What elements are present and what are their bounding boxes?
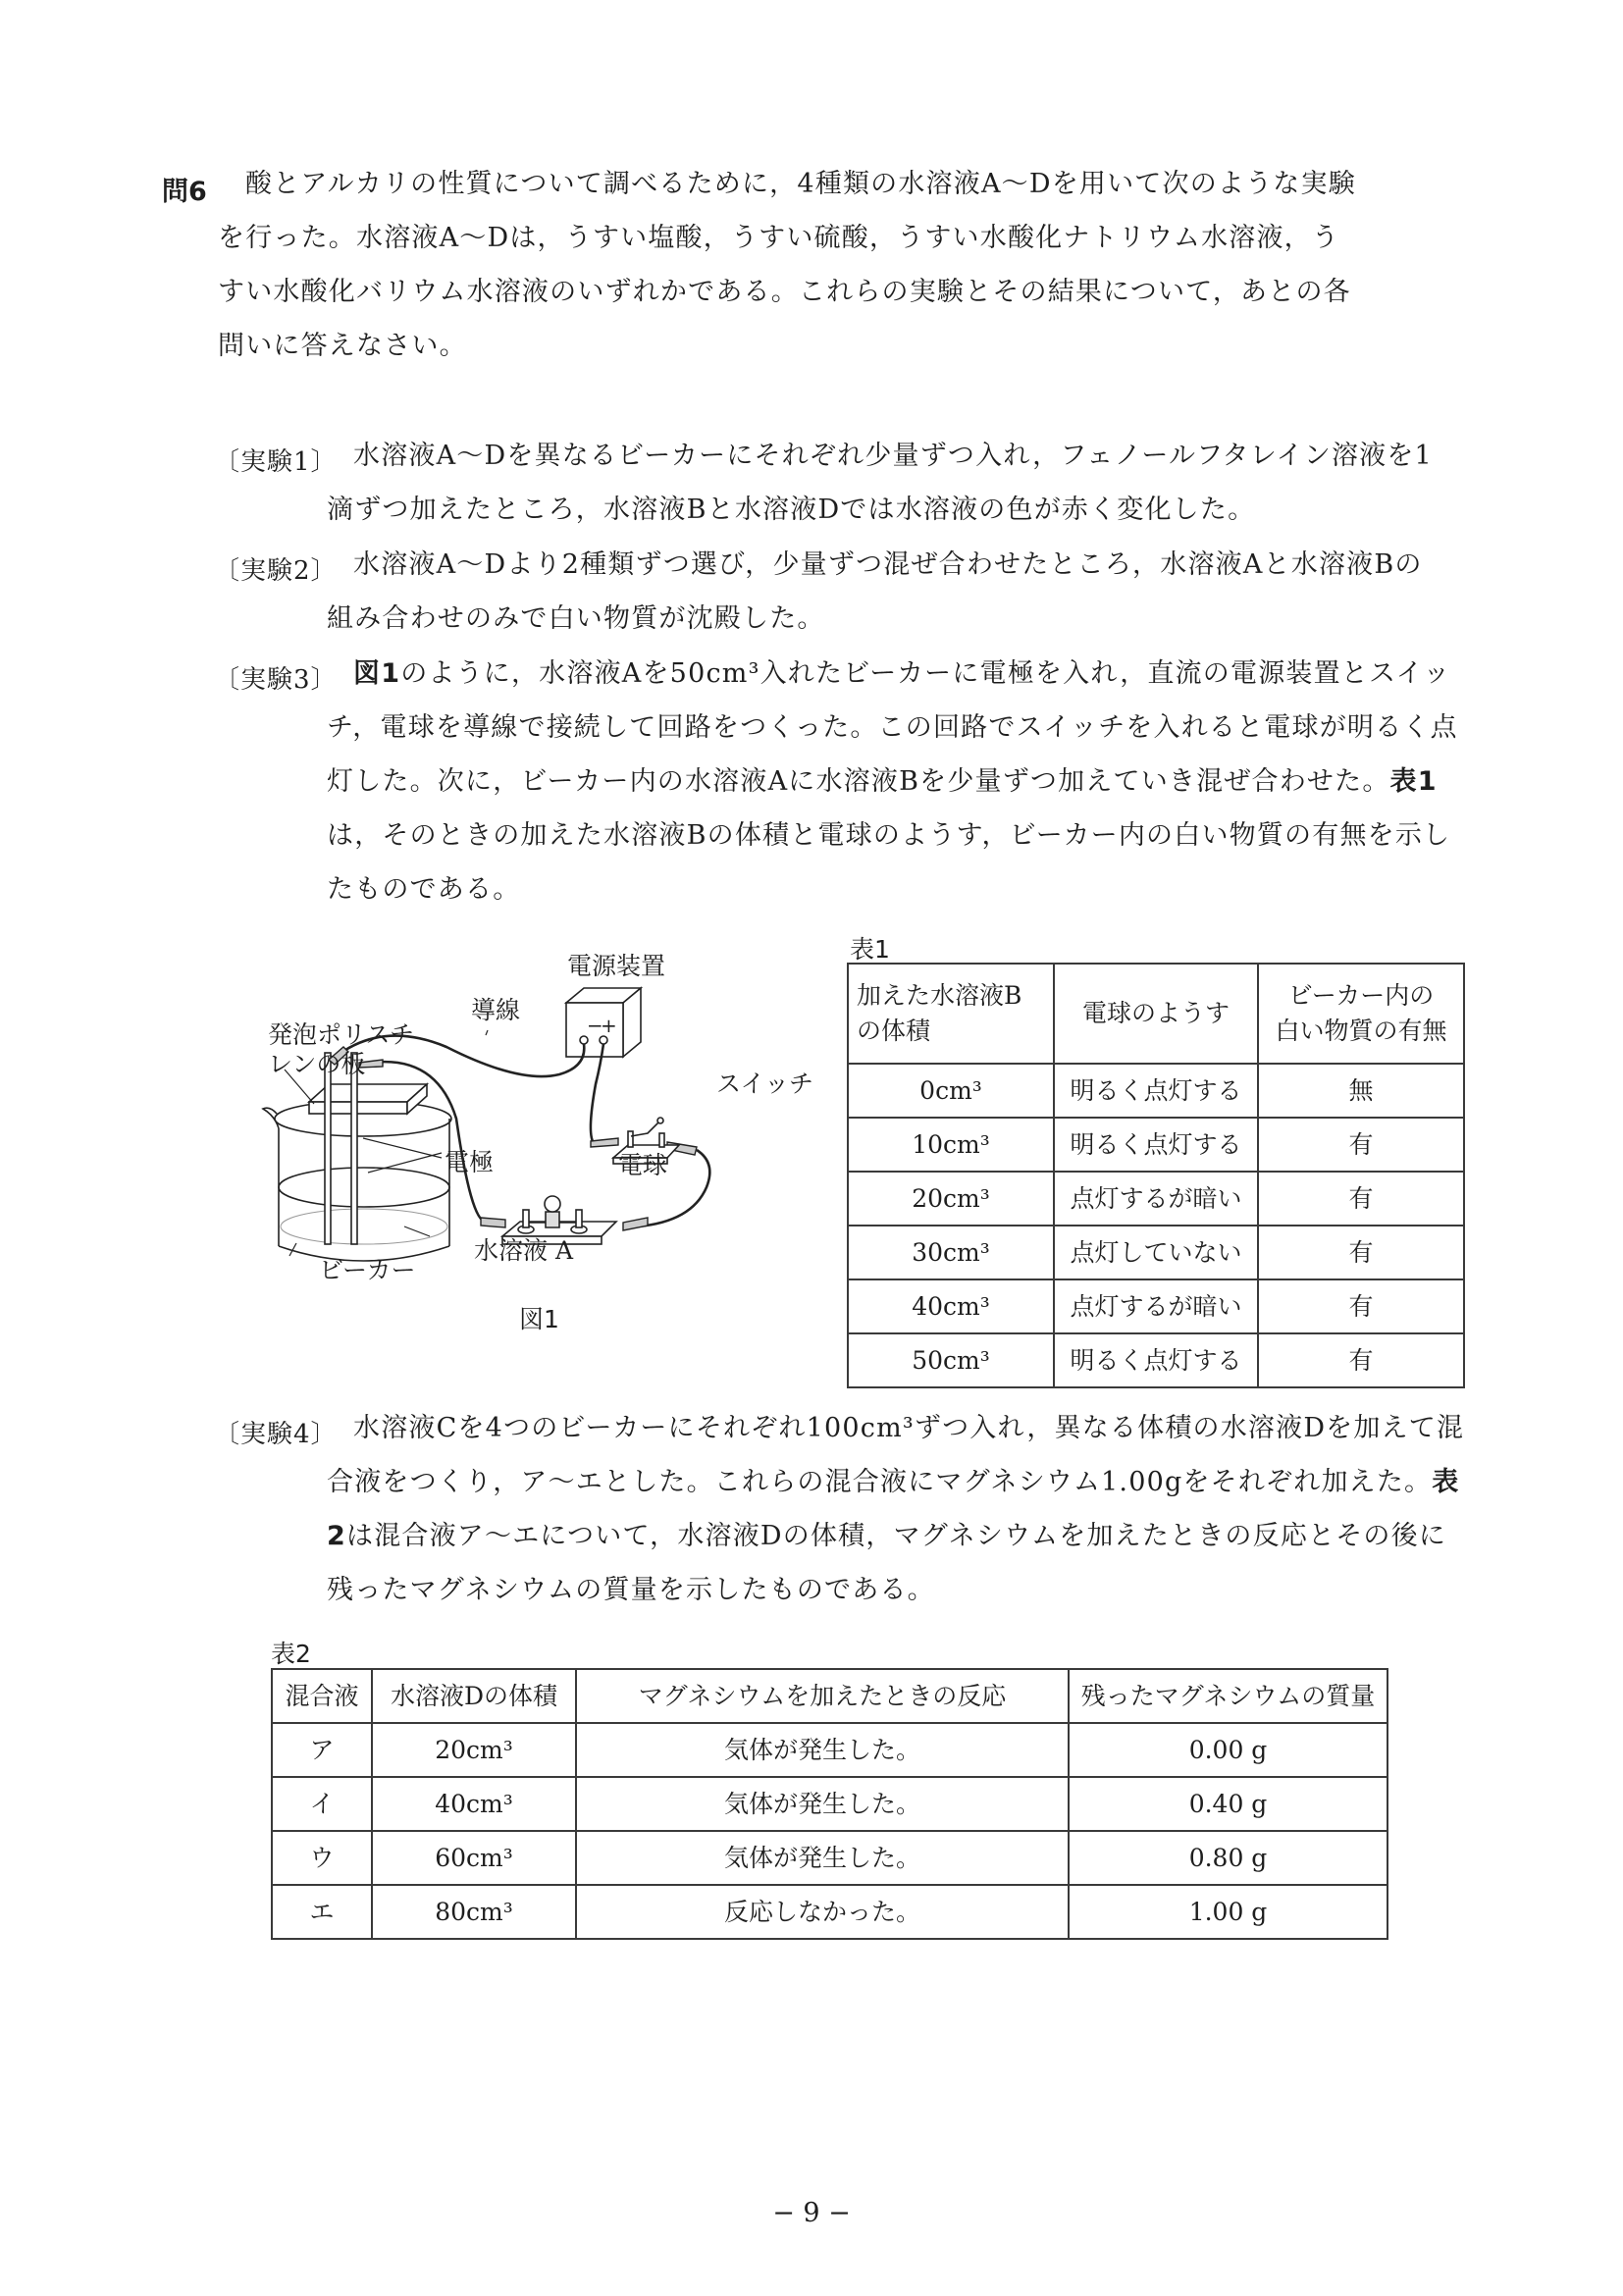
table-cell-volume: 50cm³: [848, 1333, 1054, 1387]
beaker-label: ビーカー: [319, 1256, 416, 1284]
table-cell-mass: 0.00 g: [1069, 1723, 1387, 1777]
table-cell-precipitate: 有: [1258, 1172, 1464, 1226]
table-cell-volume: 20cm³: [848, 1172, 1054, 1226]
wire-icon: [336, 1036, 709, 1226]
table-cell-volume: 10cm³: [848, 1118, 1054, 1172]
experiment-4-line-3-text: は混合液ア～エについて，水溶液Dの体積，マグネシウムを加えたときの反応とその後に: [346, 1521, 1447, 1551]
table-row: [848, 1064, 1464, 1118]
table-cell-mass: 0.40 g: [1069, 1777, 1387, 1831]
table-2-header-cell: 混合液: [272, 1669, 372, 1723]
experiment-4-line-3: [327, 1522, 1446, 1551]
table-cell-mass: 1.00 g: [1069, 1885, 1387, 1939]
table-row: [272, 1831, 1387, 1885]
table-cell-precipitate: 有: [1258, 1279, 1464, 1333]
figure-1-caption: 図1: [519, 1305, 559, 1333]
styrofoam-board-label-line-1: 発泡ポリスチ: [268, 1020, 415, 1049]
table-cell-mixture: ウ: [272, 1831, 372, 1885]
alligator-clip-icon: [329, 1047, 697, 1230]
experiment-3-line-1: [353, 659, 1451, 689]
table-row: [848, 1333, 1464, 1387]
table-2-reference-part-1: 表: [1432, 1467, 1460, 1497]
figure-1-reference: 図1: [353, 658, 401, 689]
experiment-4-label: 〔実験4〕: [214, 1420, 338, 1449]
table-cell-mass: 0.80 g: [1069, 1831, 1387, 1885]
experiment-2-line-1: 水溶液A～Dより2種類ずつ選び，少量ずつ混ぜ合わせたところ，水溶液Aと水溶液Bの: [353, 549, 1423, 580]
wire-label: 導線: [471, 996, 521, 1024]
table-cell-bulb-state: 明るく点灯する: [1054, 1333, 1258, 1387]
table-1-header-line: 加えた水溶液B: [857, 981, 1022, 1010]
experiment-3-line-2: チ，電球を導線で接続して回路をつくった。この回路でスイッチを入れると電球が明るく点: [327, 712, 1458, 743]
table-row: [848, 1172, 1464, 1226]
table-row: [272, 1723, 1387, 1777]
table-cell-bulb-state: 明るく点灯する: [1054, 1118, 1258, 1172]
table-1-reference: 表1: [1389, 766, 1438, 797]
table-cell-volume: 0cm³: [848, 1064, 1054, 1118]
experiment-4-line-2-text: 合液をつくり，ア～エとした。これらの混合液にマグネシウム1.00gをそれぞれ加えた。: [327, 1467, 1433, 1497]
experiment-1-line-1: 水溶液A～Dを異なるビーカーにそれぞれ少量ずつ入れ，フェノールフタレイン溶液を1: [353, 441, 1433, 471]
table-2-caption: 表2: [271, 1640, 311, 1668]
table-2-reference-part-2: 2: [327, 1521, 346, 1551]
table-cell-volume: 80cm³: [372, 1885, 576, 1939]
question-text-line-2: を行った。水溶液A～Dは，うすい塩酸，うすい硫酸，うすい水酸化ナトリウム水溶液，う: [218, 223, 1340, 253]
table-row: [848, 1118, 1464, 1172]
experiment-2-label: 〔実験2〕: [214, 556, 338, 586]
table-cell-bulb-state: 点灯するが暗い: [1054, 1172, 1258, 1226]
minus-terminal-label: −: [587, 1014, 603, 1037]
table-cell-volume: 40cm³: [848, 1279, 1054, 1333]
table-1-caption: 表1: [850, 935, 890, 964]
table-cell-volume: 40cm³: [372, 1777, 576, 1831]
table-cell-bulb-state: 点灯するが暗い: [1054, 1279, 1258, 1333]
table-cell-bulb-state: 明るく点灯する: [1054, 1064, 1258, 1118]
table-cell-mixture: イ: [272, 1777, 372, 1831]
table-1-header-line: 白い物質の有無: [1275, 1017, 1447, 1045]
table-2-header-row: [272, 1669, 1387, 1723]
table-cell-bulb-state: 点灯していない: [1054, 1226, 1258, 1279]
experiment-3-line-1-text: のように，水溶液Aを50cm³入れたビーカーに電極を入れ，直流の電源装置とスイッ: [400, 658, 1451, 689]
table-cell-volume: 20cm³: [372, 1723, 576, 1777]
table-row: [272, 1777, 1387, 1831]
electrode-label: 電極: [445, 1148, 495, 1176]
circuit-diagram: [236, 937, 834, 1349]
table-1-header-cell: [848, 964, 1054, 1064]
table-row: [848, 1279, 1464, 1333]
table-cell-precipitate: 有: [1258, 1226, 1464, 1279]
power-supply-label: 電源装置: [567, 952, 666, 980]
table-cell-volume: 30cm³: [848, 1226, 1054, 1279]
bulb-label: 電球: [618, 1151, 668, 1179]
experiment-1-label: 〔実験1〕: [214, 447, 338, 477]
table-1-header-line: の体積: [857, 1017, 931, 1045]
table-1-header-row: [848, 964, 1464, 1064]
table-1-header-line: ビーカー内の: [1287, 981, 1435, 1010]
experiment-3-line-5: たものである。: [327, 874, 521, 905]
table-2-header-cell: 水溶液Dの体積: [372, 1669, 576, 1723]
table-cell-volume: 60cm³: [372, 1831, 576, 1885]
figure-1: [236, 937, 834, 1349]
table-cell-reaction: 気体が発生した。: [576, 1723, 1069, 1777]
switch-label: スイッチ: [716, 1070, 814, 1098]
experiment-3-line-4: は，そのときの加えた水溶液Bの体積と電球のようす，ビーカー内の白い物質の有無を示し: [327, 820, 1451, 851]
question-text-line-3: すい水酸化バリウム水溶液のいずれかである。これらの実験とその結果について，あとの各: [218, 277, 1351, 307]
table-cell-precipitate: 無: [1258, 1064, 1464, 1118]
table-1-header-line: 電球のようす: [1081, 999, 1230, 1027]
electrode-icon: [325, 1053, 357, 1244]
table-cell-reaction: 気体が発生した。: [576, 1777, 1069, 1831]
table-2-header-cell: 残ったマグネシウムの質量: [1069, 1669, 1387, 1723]
experiment-3-line-3: [327, 767, 1438, 797]
solution-a-label: 水溶液 A: [474, 1236, 574, 1265]
styrofoam-board-label-line-2: レンの板: [268, 1050, 366, 1078]
table-cell-reaction: 反応しなかった。: [576, 1885, 1069, 1939]
table-2-header-cell: マグネシウムを加えたときの反応: [576, 1669, 1069, 1723]
question-number: 問6: [162, 177, 207, 207]
page-number: − 9 −: [772, 2198, 851, 2228]
table-cell-precipitate: 有: [1258, 1333, 1464, 1387]
table-1: [847, 963, 1465, 1388]
experiment-2-line-2: 組み合わせのみで白い物質が沈殿した。: [327, 603, 825, 634]
experiment-3-line-3-text: 灯した。次に，ビーカー内の水溶液Aに水溶液Bを少量ずつ加えていき混ぜ合わせた。: [327, 766, 1390, 797]
experiment-4-line-2: [327, 1468, 1459, 1497]
plus-terminal-label: +: [601, 1014, 617, 1037]
table-1-header-cell: [1258, 964, 1464, 1064]
experiment-4-line-4: 残ったマグネシウムの質量を示したものである。: [327, 1575, 935, 1605]
table-cell-precipitate: 有: [1258, 1118, 1464, 1172]
experiment-3-label: 〔実験3〕: [214, 665, 338, 695]
table-cell-reaction: 気体が発生した。: [576, 1831, 1069, 1885]
question-text-line-1: 酸とアルカリの性質について調べるために，4種類の水溶液A～Dを用いて次のような実験: [245, 169, 1356, 199]
table-row: [848, 1226, 1464, 1279]
experiment-4-line-1: 水溶液Cを4つのビーカーにそれぞれ100cm³ずつ入れ，異なる体積の水溶液Dを加えて混: [353, 1413, 1465, 1443]
experiment-1-line-2: 滴ずつ加えたところ，水溶液Bと水溶液Dでは水溶液の色が赤く変化した。: [327, 495, 1256, 525]
table-cell-mixture: ア: [272, 1723, 372, 1777]
table-row: [272, 1885, 1387, 1939]
table-1-header-cell: [1054, 964, 1258, 1064]
question-text-line-4: 問いに答えなさい。: [218, 331, 467, 361]
table-cell-mixture: エ: [272, 1885, 372, 1939]
table-2: [271, 1668, 1388, 1940]
